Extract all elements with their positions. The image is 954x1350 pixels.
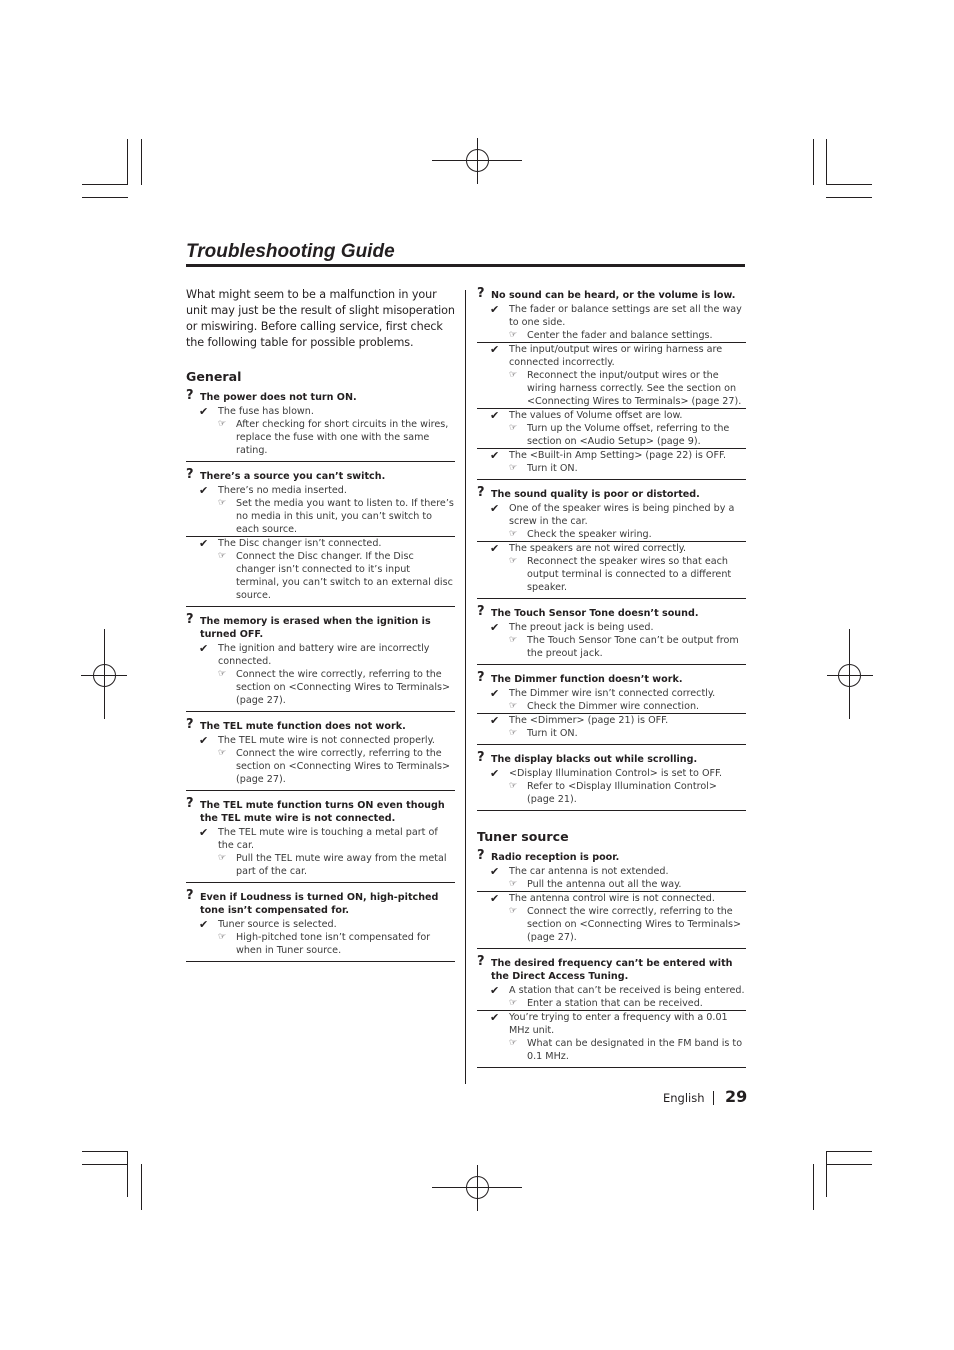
troubleshooting-entry: [477, 954, 746, 1068]
troubleshooting-entry: [186, 612, 455, 712]
question-mark-icon: ?: [186, 888, 194, 903]
question-mark-icon: ?: [186, 467, 194, 482]
checkmark-icon: ✔: [490, 687, 500, 700]
problem-text: The sound quality is poor or distorted.: [491, 489, 700, 500]
checkmark-icon: ✔: [490, 714, 500, 727]
pointing-hand-icon: ☞: [509, 423, 518, 433]
remedy-block: [509, 555, 746, 594]
cause-text: The fader or balance settings are set all the way to one side.: [509, 304, 742, 328]
checkmark-icon: ✔: [490, 449, 500, 462]
crop-mark: [826, 139, 827, 185]
problem-question: [186, 888, 455, 917]
pointing-hand-icon: ☞: [509, 330, 518, 340]
problem-text: The display blacks out while scrolling.: [491, 754, 698, 765]
question-mark-icon: ?: [477, 954, 485, 969]
pointing-hand-icon: ☞: [218, 551, 227, 561]
checkmark-icon: ✔: [490, 892, 500, 905]
problem-question: [477, 604, 746, 620]
remedy-text: Set the media you want to listen to. If there’s no media in this unit, you can’t switch to each source.: [236, 498, 454, 535]
remedy-text: Reconnect the speaker wires so that each output terminal is connected to a different speaker.: [527, 556, 732, 593]
pointing-hand-icon: ☞: [509, 529, 518, 539]
problem-text: The desired frequency can’t be entered with the Direct Access Tuning.: [491, 958, 733, 982]
question-mark-icon: ?: [477, 848, 485, 863]
remedy-block: [509, 997, 746, 1010]
intro-text: What might seem to be a malfunction in your unit may just be the result of slight misoperation or miswiring. Before calling service, first check the following table for possible problems.: [186, 288, 455, 349]
remedy-text: After checking for short circuits in the wires, replace the fuse with one with the same rating.: [236, 419, 449, 456]
question-mark-icon: ?: [186, 388, 194, 403]
remedy-text: What can be designated in the FM band is to 0.1 MHz.: [527, 1038, 743, 1062]
crop-mark: [82, 1151, 128, 1152]
crop-mark: [82, 1164, 128, 1165]
checkmark-icon: ✔: [199, 484, 209, 497]
footer-separator: [713, 1091, 714, 1105]
remedy-text: Connect the wire correctly, referring to the section on <Connecting Wires to Terminals> (page 27).: [527, 906, 742, 943]
cause-text: You’re trying to enter a frequency with a 0.01 MHz unit.: [509, 1012, 728, 1036]
troubleshooting-entry: [186, 888, 455, 962]
remedy-block: [509, 1037, 746, 1063]
right-column: [477, 286, 746, 1076]
troubleshooting-entry: [186, 467, 455, 607]
remedy-block: [218, 747, 455, 786]
crop-mark: [826, 1164, 872, 1165]
problem-text: The Touch Sensor Tone doesn’t sound.: [491, 608, 699, 619]
remedy-block: [218, 852, 455, 878]
cause-text: The car antenna is not extended.: [509, 866, 669, 877]
cause-block: [186, 826, 455, 878]
cause-text: There’s no media inserted.: [218, 485, 347, 496]
problem-question: [186, 467, 455, 483]
crop-mark: [826, 184, 872, 185]
remedy-block: [218, 550, 455, 602]
cause-text: <Display Illumination Control> is set to OFF.: [509, 768, 723, 779]
remedy-block: [509, 369, 746, 408]
checkmark-icon: ✔: [490, 502, 500, 515]
remedy-text: Enter a station that can be received.: [527, 998, 703, 1009]
cause-text: The <Built-in Amp Setting> (page 22) is OFF.: [509, 450, 726, 461]
remedy-block: [509, 780, 746, 806]
remedy-text: High-pitched tone isn’t compensated for when in Tuner source.: [236, 932, 431, 956]
crop-mark: [813, 139, 814, 185]
checkmark-icon: ✔: [490, 984, 500, 997]
question-mark-icon: ?: [186, 796, 194, 811]
cause-block: [477, 767, 746, 806]
cause-block: [477, 713, 746, 740]
remedy-text: Center the fader and balance settings.: [527, 330, 713, 341]
pointing-hand-icon: ☞: [218, 669, 227, 679]
remedy-block: [218, 497, 455, 536]
remedy-text: Check the Dimmer wire connection.: [527, 701, 700, 712]
checkmark-icon: ✔: [490, 1011, 500, 1024]
registration-circle: [466, 1176, 489, 1199]
remedy-text: The Touch Sensor Tone can’t be output from the preout jack.: [527, 635, 739, 659]
remedy-block: [218, 931, 455, 957]
cause-block: [186, 734, 455, 786]
cause-text: The <Dimmer> (page 21) is OFF.: [509, 715, 669, 726]
pointing-hand-icon: ☞: [509, 879, 518, 889]
problem-text: Even if Loudness is turned ON, high-pitched tone isn’t compensated for.: [200, 892, 439, 916]
crop-mark: [82, 197, 128, 198]
remedy-block: [509, 422, 746, 448]
crop-mark: [826, 1151, 827, 1197]
remedy-text: Pull the TEL mute wire away from the metal part of the car.: [236, 853, 447, 877]
checkmark-icon: ✔: [490, 621, 500, 634]
page-number: 29: [725, 1087, 748, 1106]
troubleshooting-entry: [186, 717, 455, 791]
checkmark-icon: ✔: [490, 409, 500, 422]
problem-question: [186, 717, 455, 733]
cause-block: [186, 918, 455, 957]
troubleshooting-entry: [477, 670, 746, 745]
cause-block: [186, 405, 455, 457]
checkmark-icon: ✔: [490, 542, 500, 555]
troubleshooting-entry: [186, 388, 455, 462]
troubleshooting-entry: [477, 485, 746, 599]
cause-text: The fuse has blown.: [218, 406, 314, 417]
remedy-block: [509, 700, 746, 713]
crop-mark: [141, 139, 142, 185]
pointing-hand-icon: ☞: [509, 463, 518, 473]
problem-question: [477, 848, 746, 864]
cause-text: The input/output wires or wiring harness are connected incorrectly.: [509, 344, 723, 368]
remedy-text: Connect the wire correctly, referring to the section on <Connecting Wires to Terminals> (page 27).: [236, 669, 451, 706]
remedy-block: [509, 329, 746, 342]
cause-text: The speakers are not wired correctly.: [509, 543, 687, 554]
remedy-block: [509, 634, 746, 660]
cause-block: [186, 536, 455, 602]
remedy-text: Connect the Disc changer. If the Disc changer isn’t connected to it’s input terminal, you can’t switch to an external disc source.: [236, 551, 453, 601]
problem-question: [186, 796, 455, 825]
checkmark-icon: ✔: [490, 865, 500, 878]
left-column: [186, 287, 455, 970]
problem-question: [477, 670, 746, 686]
question-mark-icon: ?: [477, 485, 485, 500]
entry-list-general-continued: [477, 286, 746, 811]
question-mark-icon: ?: [477, 670, 485, 685]
cause-block: [186, 642, 455, 707]
crop-mark: [813, 1164, 814, 1210]
remedy-text: Turn it ON.: [527, 728, 578, 739]
problem-text: The TEL mute function does not work.: [200, 721, 406, 732]
cause-text: The TEL mute wire is not connected properly.: [218, 735, 435, 746]
registration-circle: [466, 149, 489, 172]
checkmark-icon: ✔: [199, 826, 209, 839]
cause-block: [477, 1010, 746, 1063]
checkmark-icon: ✔: [199, 734, 209, 747]
crop-mark: [826, 1151, 872, 1152]
cause-text: The preout jack is being used.: [509, 622, 654, 633]
cause-block: [186, 484, 455, 536]
question-mark-icon: ?: [186, 612, 194, 627]
pointing-hand-icon: ☞: [218, 498, 227, 508]
pointing-hand-icon: ☞: [218, 419, 227, 429]
problem-text: No sound can be heard, or the volume is low.: [491, 290, 736, 301]
cause-text: The ignition and battery wire are incorrectly connected.: [218, 643, 430, 667]
troubleshooting-entry: [477, 848, 746, 949]
remedy-text: Reconnect the input/output wires or the wiring harness correctly. See the section on <Connecting Wires to Terminals> (page 27).: [527, 370, 742, 407]
cause-text: A station that can’t be received is being entered.: [509, 985, 745, 996]
problem-text: The power does not turn ON.: [200, 392, 357, 403]
remedy-text: Refer to <Display Illumination Control> (page 21).: [527, 781, 717, 805]
remedy-block: [509, 878, 746, 891]
problem-question: [186, 612, 455, 641]
troubleshooting-entry: [477, 604, 746, 665]
cause-block: [477, 303, 746, 342]
pointing-hand-icon: ☞: [509, 701, 518, 711]
pointing-hand-icon: ☞: [509, 635, 518, 645]
problem-question: [186, 388, 455, 404]
problem-text: The Dimmer function doesn’t work.: [491, 674, 683, 685]
entry-list-general: [186, 388, 455, 962]
question-mark-icon: ?: [477, 286, 485, 301]
section-heading-general: General: [186, 369, 242, 384]
footer-language: English: [663, 1091, 705, 1105]
question-mark-icon: ?: [477, 750, 485, 765]
registration-circle: [93, 664, 116, 687]
title-rule: [186, 264, 745, 267]
crop-mark: [826, 197, 872, 198]
remedy-text: Connect the wire correctly, referring to the section on <Connecting Wires to Terminals> (page 27).: [236, 748, 451, 785]
problem-question: [477, 954, 746, 983]
checkmark-icon: ✔: [490, 767, 500, 780]
remedy-text: Check the speaker wiring.: [527, 529, 652, 540]
entry-list-tuner: [477, 848, 746, 1068]
crop-mark: [141, 1164, 142, 1210]
crop-mark: [127, 1151, 128, 1197]
page-title: Troubleshooting Guide: [186, 241, 395, 262]
cause-text: Tuner source is selected.: [218, 919, 337, 930]
cause-block: [477, 342, 746, 408]
remedy-block: [509, 727, 746, 740]
registration-circle: [838, 664, 861, 687]
cause-text: The antenna control wire is not connected.: [509, 893, 715, 904]
cause-block: [477, 984, 746, 1010]
cause-text: One of the speaker wires is being pinched by a screw in the car.: [509, 503, 735, 527]
pointing-hand-icon: ☞: [509, 781, 518, 791]
problem-question: [477, 485, 746, 501]
remedy-block: [218, 418, 455, 457]
cause-block: [477, 448, 746, 475]
remedy-block: [509, 462, 746, 475]
pointing-hand-icon: ☞: [509, 370, 518, 380]
cause-block: [477, 891, 746, 944]
checkmark-icon: ✔: [490, 343, 500, 356]
cause-text: The values of Volume offset are low.: [509, 410, 683, 421]
troubleshooting-entry: [477, 286, 746, 480]
problem-question: [477, 750, 746, 766]
troubleshooting-entry: [477, 750, 746, 811]
question-mark-icon: ?: [186, 717, 194, 732]
cause-block: [477, 541, 746, 594]
pointing-hand-icon: ☞: [509, 556, 518, 566]
remedy-block: [509, 905, 746, 944]
remedy-block: [218, 668, 455, 707]
crop-mark: [82, 184, 128, 185]
cause-block: [477, 687, 746, 713]
checkmark-icon: ✔: [490, 303, 500, 316]
checkmark-icon: ✔: [199, 537, 209, 550]
remedy-text: Pull the antenna out all the way.: [527, 879, 682, 890]
remedy-text: Turn it ON.: [527, 463, 578, 474]
problem-text: There’s a source you can’t switch.: [200, 471, 386, 482]
section-heading-tuner: Tuner source: [477, 829, 569, 844]
pointing-hand-icon: ☞: [509, 728, 518, 738]
cause-block: [477, 408, 746, 448]
remedy-block: [509, 528, 746, 541]
cause-text: The Dimmer wire isn’t connected correctly.: [509, 688, 716, 699]
cause-text: The TEL mute wire is touching a metal part of the car.: [218, 827, 438, 851]
column-divider: [465, 290, 466, 1084]
remedy-text: Turn up the Volume offset, referring to the section on <Audio Setup> (page 9).: [527, 423, 730, 447]
crop-mark: [127, 139, 128, 185]
pointing-hand-icon: ☞: [218, 748, 227, 758]
pointing-hand-icon: ☞: [509, 998, 518, 1008]
cause-block: [477, 502, 746, 541]
problem-text: The memory is erased when the ignition is turned OFF.: [200, 616, 431, 640]
pointing-hand-icon: ☞: [509, 1038, 518, 1048]
problem-text: Radio reception is poor.: [491, 852, 620, 863]
problem-question: [477, 286, 746, 302]
checkmark-icon: ✔: [199, 405, 209, 418]
problem-text: The TEL mute function turns ON even though the TEL mute wire is not connected.: [200, 800, 445, 824]
pointing-hand-icon: ☞: [509, 906, 518, 916]
pointing-hand-icon: ☞: [218, 932, 227, 942]
troubleshooting-entry: [186, 796, 455, 883]
pointing-hand-icon: ☞: [218, 853, 227, 863]
question-mark-icon: ?: [477, 604, 485, 619]
checkmark-icon: ✔: [199, 642, 209, 655]
cause-block: [477, 865, 746, 891]
cause-text: The Disc changer isn’t connected.: [218, 538, 382, 549]
cause-block: [477, 621, 746, 660]
checkmark-icon: ✔: [199, 918, 209, 931]
